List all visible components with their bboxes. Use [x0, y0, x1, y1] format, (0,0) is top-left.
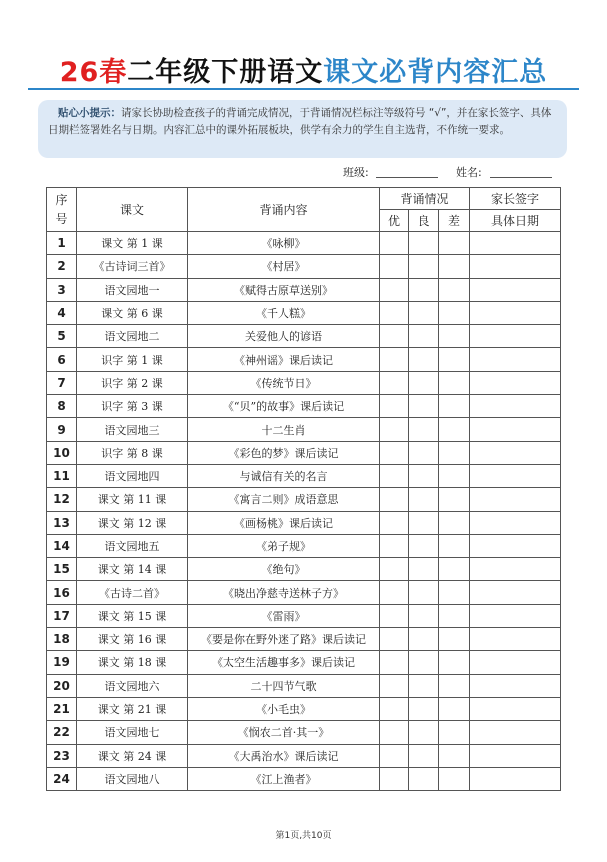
check-poor[interactable] — [439, 232, 470, 255]
parent-sign-cell[interactable] — [470, 744, 561, 767]
row-content: 《神州谣》课后读记 — [188, 348, 380, 371]
check-good[interactable] — [409, 464, 439, 487]
row-index: 16 — [47, 581, 77, 604]
table-row — [47, 744, 561, 767]
check-poor[interactable] — [439, 348, 470, 371]
check-excellent[interactable] — [380, 395, 409, 418]
parent-sign-cell[interactable] — [470, 767, 561, 790]
check-excellent[interactable] — [380, 325, 409, 348]
row-content: 《雷雨》 — [188, 604, 380, 627]
check-poor[interactable] — [439, 674, 470, 697]
header-index — [47, 188, 77, 232]
row-lesson: 课文 第 14 课 — [77, 558, 188, 581]
check-poor[interactable] — [439, 418, 470, 441]
row-content: 《绝句》 — [188, 558, 380, 581]
row-index: 10 — [47, 441, 77, 464]
row-content: 《“贝”的故事》课后读记 — [188, 395, 380, 418]
parent-sign-cell[interactable] — [470, 558, 561, 581]
table-row — [47, 395, 561, 418]
header-parent-sign: 家长签字 — [470, 188, 561, 210]
row-index: 9 — [47, 418, 77, 441]
check-excellent[interactable] — [380, 721, 409, 744]
tip-label: 贴心小提示： — [58, 107, 121, 119]
row-lesson: 课文 第 15 课 — [77, 604, 188, 627]
row-content: 《小毛虫》 — [188, 697, 380, 720]
parent-sign-cell[interactable] — [470, 395, 561, 418]
parent-sign-cell[interactable] — [470, 348, 561, 371]
table-body — [47, 232, 561, 791]
row-content: 《赋得古原草送别》 — [188, 278, 380, 301]
check-poor[interactable] — [439, 371, 470, 394]
check-poor[interactable] — [439, 581, 470, 604]
check-excellent[interactable] — [380, 558, 409, 581]
check-good[interactable] — [409, 511, 439, 534]
row-index: 19 — [47, 651, 77, 674]
check-excellent[interactable] — [380, 278, 409, 301]
check-good[interactable] — [409, 604, 439, 627]
header-recite: 背诵情况 — [380, 188, 470, 210]
header-excellent: 优 — [380, 210, 409, 232]
check-poor[interactable] — [439, 651, 470, 674]
parent-sign-cell[interactable] — [470, 301, 561, 324]
parent-sign-cell[interactable] — [470, 628, 561, 651]
check-good[interactable] — [409, 232, 439, 255]
check-poor[interactable] — [439, 697, 470, 720]
table-row — [47, 441, 561, 464]
parent-sign-cell[interactable] — [470, 232, 561, 255]
row-index: 18 — [47, 628, 77, 651]
row-content: 《大禹治水》课后读记 — [188, 744, 380, 767]
check-poor[interactable] — [439, 395, 470, 418]
table-row — [47, 488, 561, 511]
parent-sign-cell[interactable] — [470, 464, 561, 487]
title-part-season: 26春 — [59, 57, 128, 88]
header-content: 背诵内容 — [188, 188, 380, 232]
row-index: 23 — [47, 744, 77, 767]
check-excellent[interactable] — [380, 628, 409, 651]
table-row — [47, 255, 561, 278]
row-content: 《寓言二则》成语意思 — [188, 488, 380, 511]
row-index: 21 — [47, 697, 77, 720]
table-row — [47, 581, 561, 604]
row-index: 24 — [47, 767, 77, 790]
header-lesson: 课文 — [77, 188, 188, 232]
row-index: 2 — [47, 255, 77, 278]
check-excellent[interactable] — [380, 534, 409, 557]
table-row — [47, 697, 561, 720]
row-lesson: 语文园地七 — [77, 721, 188, 744]
check-poor[interactable] — [439, 767, 470, 790]
class-field[interactable] — [376, 177, 438, 178]
row-lesson: 识字 第 1 课 — [77, 348, 188, 371]
row-lesson: 语文园地二 — [77, 325, 188, 348]
table-row — [47, 371, 561, 394]
table-row — [47, 534, 561, 557]
row-lesson: 课文 第 24 课 — [77, 744, 188, 767]
check-excellent[interactable] — [380, 511, 409, 534]
parent-sign-cell[interactable] — [470, 488, 561, 511]
table-row — [47, 348, 561, 371]
row-content: 《画杨桃》课后读记 — [188, 511, 380, 534]
class-label: 班级: — [343, 166, 369, 179]
row-index: 20 — [47, 674, 77, 697]
parent-sign-cell[interactable] — [470, 604, 561, 627]
row-index: 5 — [47, 325, 77, 348]
row-lesson: 课文 第 21 课 — [77, 697, 188, 720]
table-row — [47, 511, 561, 534]
row-lesson: 语文园地三 — [77, 418, 188, 441]
table-row — [47, 767, 561, 790]
check-good[interactable] — [409, 697, 439, 720]
check-good[interactable] — [409, 581, 439, 604]
row-content: 《弟子规》 — [188, 534, 380, 557]
row-content: 《江上渔者》 — [188, 767, 380, 790]
check-good[interactable] — [409, 348, 439, 371]
check-good[interactable] — [409, 767, 439, 790]
check-excellent[interactable] — [380, 604, 409, 627]
parent-sign-cell[interactable] — [470, 511, 561, 534]
recitation-table — [46, 187, 561, 791]
check-good[interactable] — [409, 301, 439, 324]
row-index: 17 — [47, 604, 77, 627]
row-lesson: 识字 第 3 课 — [77, 395, 188, 418]
check-good[interactable] — [409, 558, 439, 581]
check-excellent[interactable] — [380, 674, 409, 697]
row-content: 《太空生活趣事多》课后读记 — [188, 651, 380, 674]
row-content: 《悯农二首·其一》 — [188, 721, 380, 744]
check-poor[interactable] — [439, 464, 470, 487]
title-underline — [28, 88, 579, 90]
parent-sign-cell[interactable] — [470, 697, 561, 720]
check-good[interactable] — [409, 418, 439, 441]
table-row — [47, 418, 561, 441]
parent-sign-cell[interactable] — [470, 278, 561, 301]
row-content: 二十四节气歌 — [188, 674, 380, 697]
table-row — [47, 464, 561, 487]
row-lesson: 语文园地四 — [77, 464, 188, 487]
row-lesson: 课文 第 16 课 — [77, 628, 188, 651]
row-index: 22 — [47, 721, 77, 744]
parent-sign-cell[interactable] — [470, 581, 561, 604]
check-excellent[interactable] — [380, 697, 409, 720]
check-excellent[interactable] — [380, 767, 409, 790]
table-row — [47, 325, 561, 348]
row-index: 14 — [47, 534, 77, 557]
parent-sign-cell[interactable] — [470, 651, 561, 674]
row-content: 《彩色的梦》课后读记 — [188, 441, 380, 464]
check-excellent[interactable] — [380, 348, 409, 371]
check-poor[interactable] — [439, 628, 470, 651]
row-lesson: 语文园地一 — [77, 278, 188, 301]
row-content: 《咏柳》 — [188, 232, 380, 255]
check-good[interactable] — [409, 744, 439, 767]
check-poor[interactable] — [439, 558, 470, 581]
table-row — [47, 628, 561, 651]
check-excellent[interactable] — [380, 371, 409, 394]
check-excellent[interactable] — [380, 418, 409, 441]
row-content: 《村居》 — [188, 255, 380, 278]
check-good[interactable] — [409, 255, 439, 278]
title-part-grade: 二年级下册语文 — [127, 57, 324, 88]
parent-sign-cell[interactable] — [470, 441, 561, 464]
check-poor[interactable] — [439, 278, 470, 301]
header-date: 具体日期 — [470, 210, 561, 232]
row-index: 7 — [47, 371, 77, 394]
row-content: 十二生肖 — [188, 418, 380, 441]
check-good[interactable] — [409, 441, 439, 464]
table-row — [47, 278, 561, 301]
table-row — [47, 558, 561, 581]
row-index: 4 — [47, 301, 77, 324]
row-lesson: 课文 第 11 课 — [77, 488, 188, 511]
row-index: 8 — [47, 395, 77, 418]
check-good[interactable] — [409, 721, 439, 744]
page-footer: 第1页,共10页 — [275, 831, 332, 841]
table-row — [47, 674, 561, 697]
row-content: 关爱他人的谚语 — [188, 325, 380, 348]
row-index: 6 — [47, 348, 77, 371]
row-content: 《千人糕》 — [188, 301, 380, 324]
parent-sign-cell[interactable] — [470, 674, 561, 697]
check-poor[interactable] — [439, 441, 470, 464]
parent-sign-cell[interactable] — [470, 255, 561, 278]
title-part-subject: 课文必背内容汇总 — [323, 57, 548, 88]
row-index: 12 — [47, 488, 77, 511]
row-content: 《传统节日》 — [188, 371, 380, 394]
table-row — [47, 604, 561, 627]
check-excellent[interactable] — [380, 301, 409, 324]
row-lesson: 课文 第 1 课 — [77, 232, 188, 255]
name-field[interactable] — [490, 177, 552, 178]
table-row — [47, 232, 561, 255]
row-lesson: 课文 第 12 课 — [77, 511, 188, 534]
row-index: 11 — [47, 464, 77, 487]
table-row — [47, 301, 561, 324]
row-lesson: 识字 第 8 课 — [77, 441, 188, 464]
check-good[interactable] — [409, 674, 439, 697]
header-index-text: 序号 — [55, 192, 68, 226]
row-lesson: 识字 第 2 课 — [77, 371, 188, 394]
parent-sign-cell[interactable] — [470, 721, 561, 744]
row-content: 《要是你在野外迷了路》课后读记 — [188, 628, 380, 651]
row-lesson: 语文园地五 — [77, 534, 188, 557]
check-good[interactable] — [409, 278, 439, 301]
row-content: 《晓出净慈寺送林子方》 — [188, 581, 380, 604]
check-poor[interactable] — [439, 301, 470, 324]
check-excellent[interactable] — [380, 441, 409, 464]
header-poor: 差 — [439, 210, 470, 232]
row-lesson: 课文 第 6 课 — [77, 301, 188, 324]
table-row — [47, 651, 561, 674]
row-lesson: 语文园地八 — [77, 767, 188, 790]
tip-text: 请家长协助检查孩子的背诵完成情况，于背诵情况栏标注等级符号 “√”，并在家长签字、具体日期栏签署姓名与日期。内容汇总中的课外拓展板块，供学有余力的学生自主选背，不作统一要求。 — [48, 107, 552, 136]
check-excellent[interactable] — [380, 651, 409, 674]
check-excellent[interactable] — [380, 464, 409, 487]
page-title — [0, 50, 607, 89]
check-good[interactable] — [409, 325, 439, 348]
check-poor[interactable] — [439, 534, 470, 557]
header-good: 良 — [409, 210, 439, 232]
row-index: 13 — [47, 511, 77, 534]
check-excellent[interactable] — [380, 232, 409, 255]
row-lesson: 课文 第 18 课 — [77, 651, 188, 674]
check-poor[interactable] — [439, 721, 470, 744]
check-good[interactable] — [409, 395, 439, 418]
check-good[interactable] — [409, 371, 439, 394]
parent-sign-cell[interactable] — [470, 325, 561, 348]
check-good[interactable] — [409, 488, 439, 511]
check-excellent[interactable] — [380, 581, 409, 604]
parent-sign-cell[interactable] — [470, 371, 561, 394]
check-poor[interactable] — [439, 744, 470, 767]
tip-box — [38, 100, 567, 158]
check-poor[interactable] — [439, 325, 470, 348]
row-content: 与诚信有关的名言 — [188, 464, 380, 487]
parent-sign-cell[interactable] — [470, 534, 561, 557]
check-excellent[interactable] — [380, 488, 409, 511]
name-label: 姓名: — [456, 166, 482, 179]
check-excellent[interactable] — [380, 255, 409, 278]
table-row — [47, 721, 561, 744]
check-excellent[interactable] — [380, 744, 409, 767]
check-good[interactable] — [409, 628, 439, 651]
row-lesson: 《古诗词三首》 — [77, 255, 188, 278]
row-index: 3 — [47, 278, 77, 301]
row-lesson: 语文园地六 — [77, 674, 188, 697]
check-poor[interactable] — [439, 604, 470, 627]
parent-sign-cell[interactable] — [470, 418, 561, 441]
check-poor[interactable] — [439, 488, 470, 511]
check-good[interactable] — [409, 534, 439, 557]
row-index: 15 — [47, 558, 77, 581]
check-poor[interactable] — [439, 255, 470, 278]
check-good[interactable] — [409, 651, 439, 674]
row-index: 1 — [47, 232, 77, 255]
row-lesson: 《古诗二首》 — [77, 581, 188, 604]
check-poor[interactable] — [439, 511, 470, 534]
